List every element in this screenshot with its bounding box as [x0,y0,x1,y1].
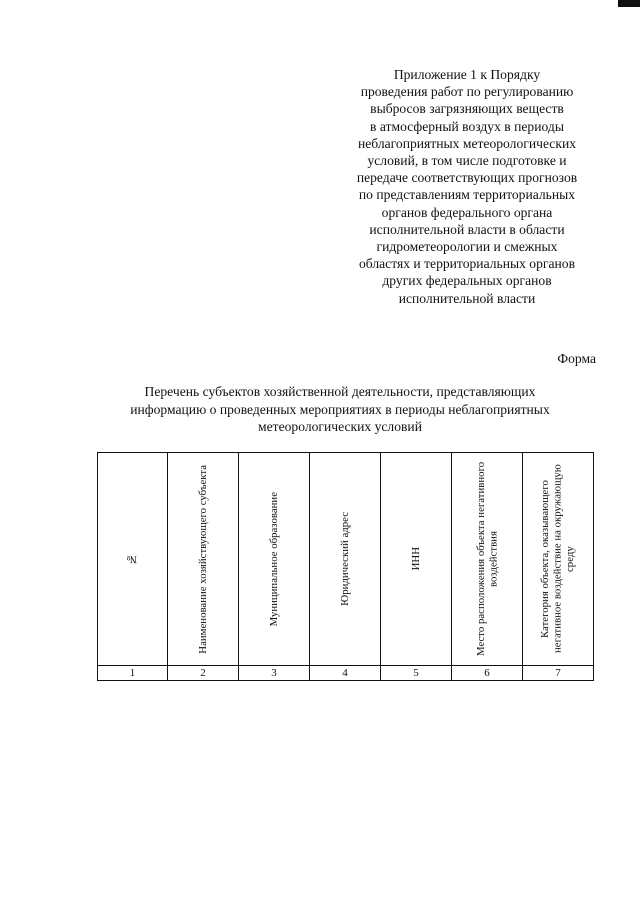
appendix-line: органов федерального органа [381,204,553,220]
appendix-line: в атмосферный воздух в периоды [370,118,564,134]
column-number: 2 [168,666,239,681]
header-cell-object-category [523,453,594,666]
appendix-line: Приложение 1 к Порядку [393,67,541,82]
header-label: ИНН [409,547,422,571]
title-line: метеорологических условий [258,419,422,434]
header-cell-object-location [452,453,523,666]
header-cell-inn [381,453,452,666]
appendix-line: исполнительной власти [398,290,536,306]
title-line: Перечень субъектов хозяйственной деятельности, представляющих [144,384,536,399]
column-number: 5 [381,666,452,681]
header-label: Место расположения объекта негативного воздействия [474,461,499,657]
appendix-block [330,66,604,307]
appendix-line: неблагоприятных метеорологических [357,135,577,151]
appendix-line: выбросов загрязняющих веществ [370,101,564,117]
header-label: Юридический адрес [338,512,351,606]
column-number: 4 [310,666,381,681]
appendix-line: областях и территориальных органов [358,256,575,272]
header-label: Наименование хозяйствующего субъекта [196,464,209,654]
column-number: 3 [239,666,310,681]
appendix-line: проведения работ по регулированию [360,84,574,100]
header-cell-subject-name [168,453,239,666]
header-cell-legal-address [310,453,381,666]
table-header-row [98,453,594,666]
form-label: Форма [557,351,596,366]
column-number: 7 [523,666,594,681]
appendix-line: по представлениям территориальных [358,187,576,203]
table-numbering-row [98,666,594,681]
column-number: 6 [452,666,523,681]
document-title [60,383,620,436]
appendix-line: передаче соответствующих прогнозов [356,170,578,186]
header-label: № [126,553,139,565]
appendix-line: гидрометеорологии и смежных [376,239,558,255]
title-line: информацию о проведенных мероприятиях в периоды неблагоприятных [130,401,550,417]
column-number: 1 [98,666,168,681]
appendix-line: других федеральных органов [382,273,552,289]
subjects-table [97,452,594,681]
scan-corner-mark [618,0,640,7]
header-label: Муниципальное образование [267,491,280,627]
appendix-line: условий, в том числе подготовке и [367,153,567,169]
header-cell-number [98,453,168,666]
header-cell-municipality [239,453,310,666]
appendix-line: исполнительной власти в области [369,221,565,237]
header-label: Категория объекта, оказывающего негативное воздействие на окружающую среду [539,464,577,654]
